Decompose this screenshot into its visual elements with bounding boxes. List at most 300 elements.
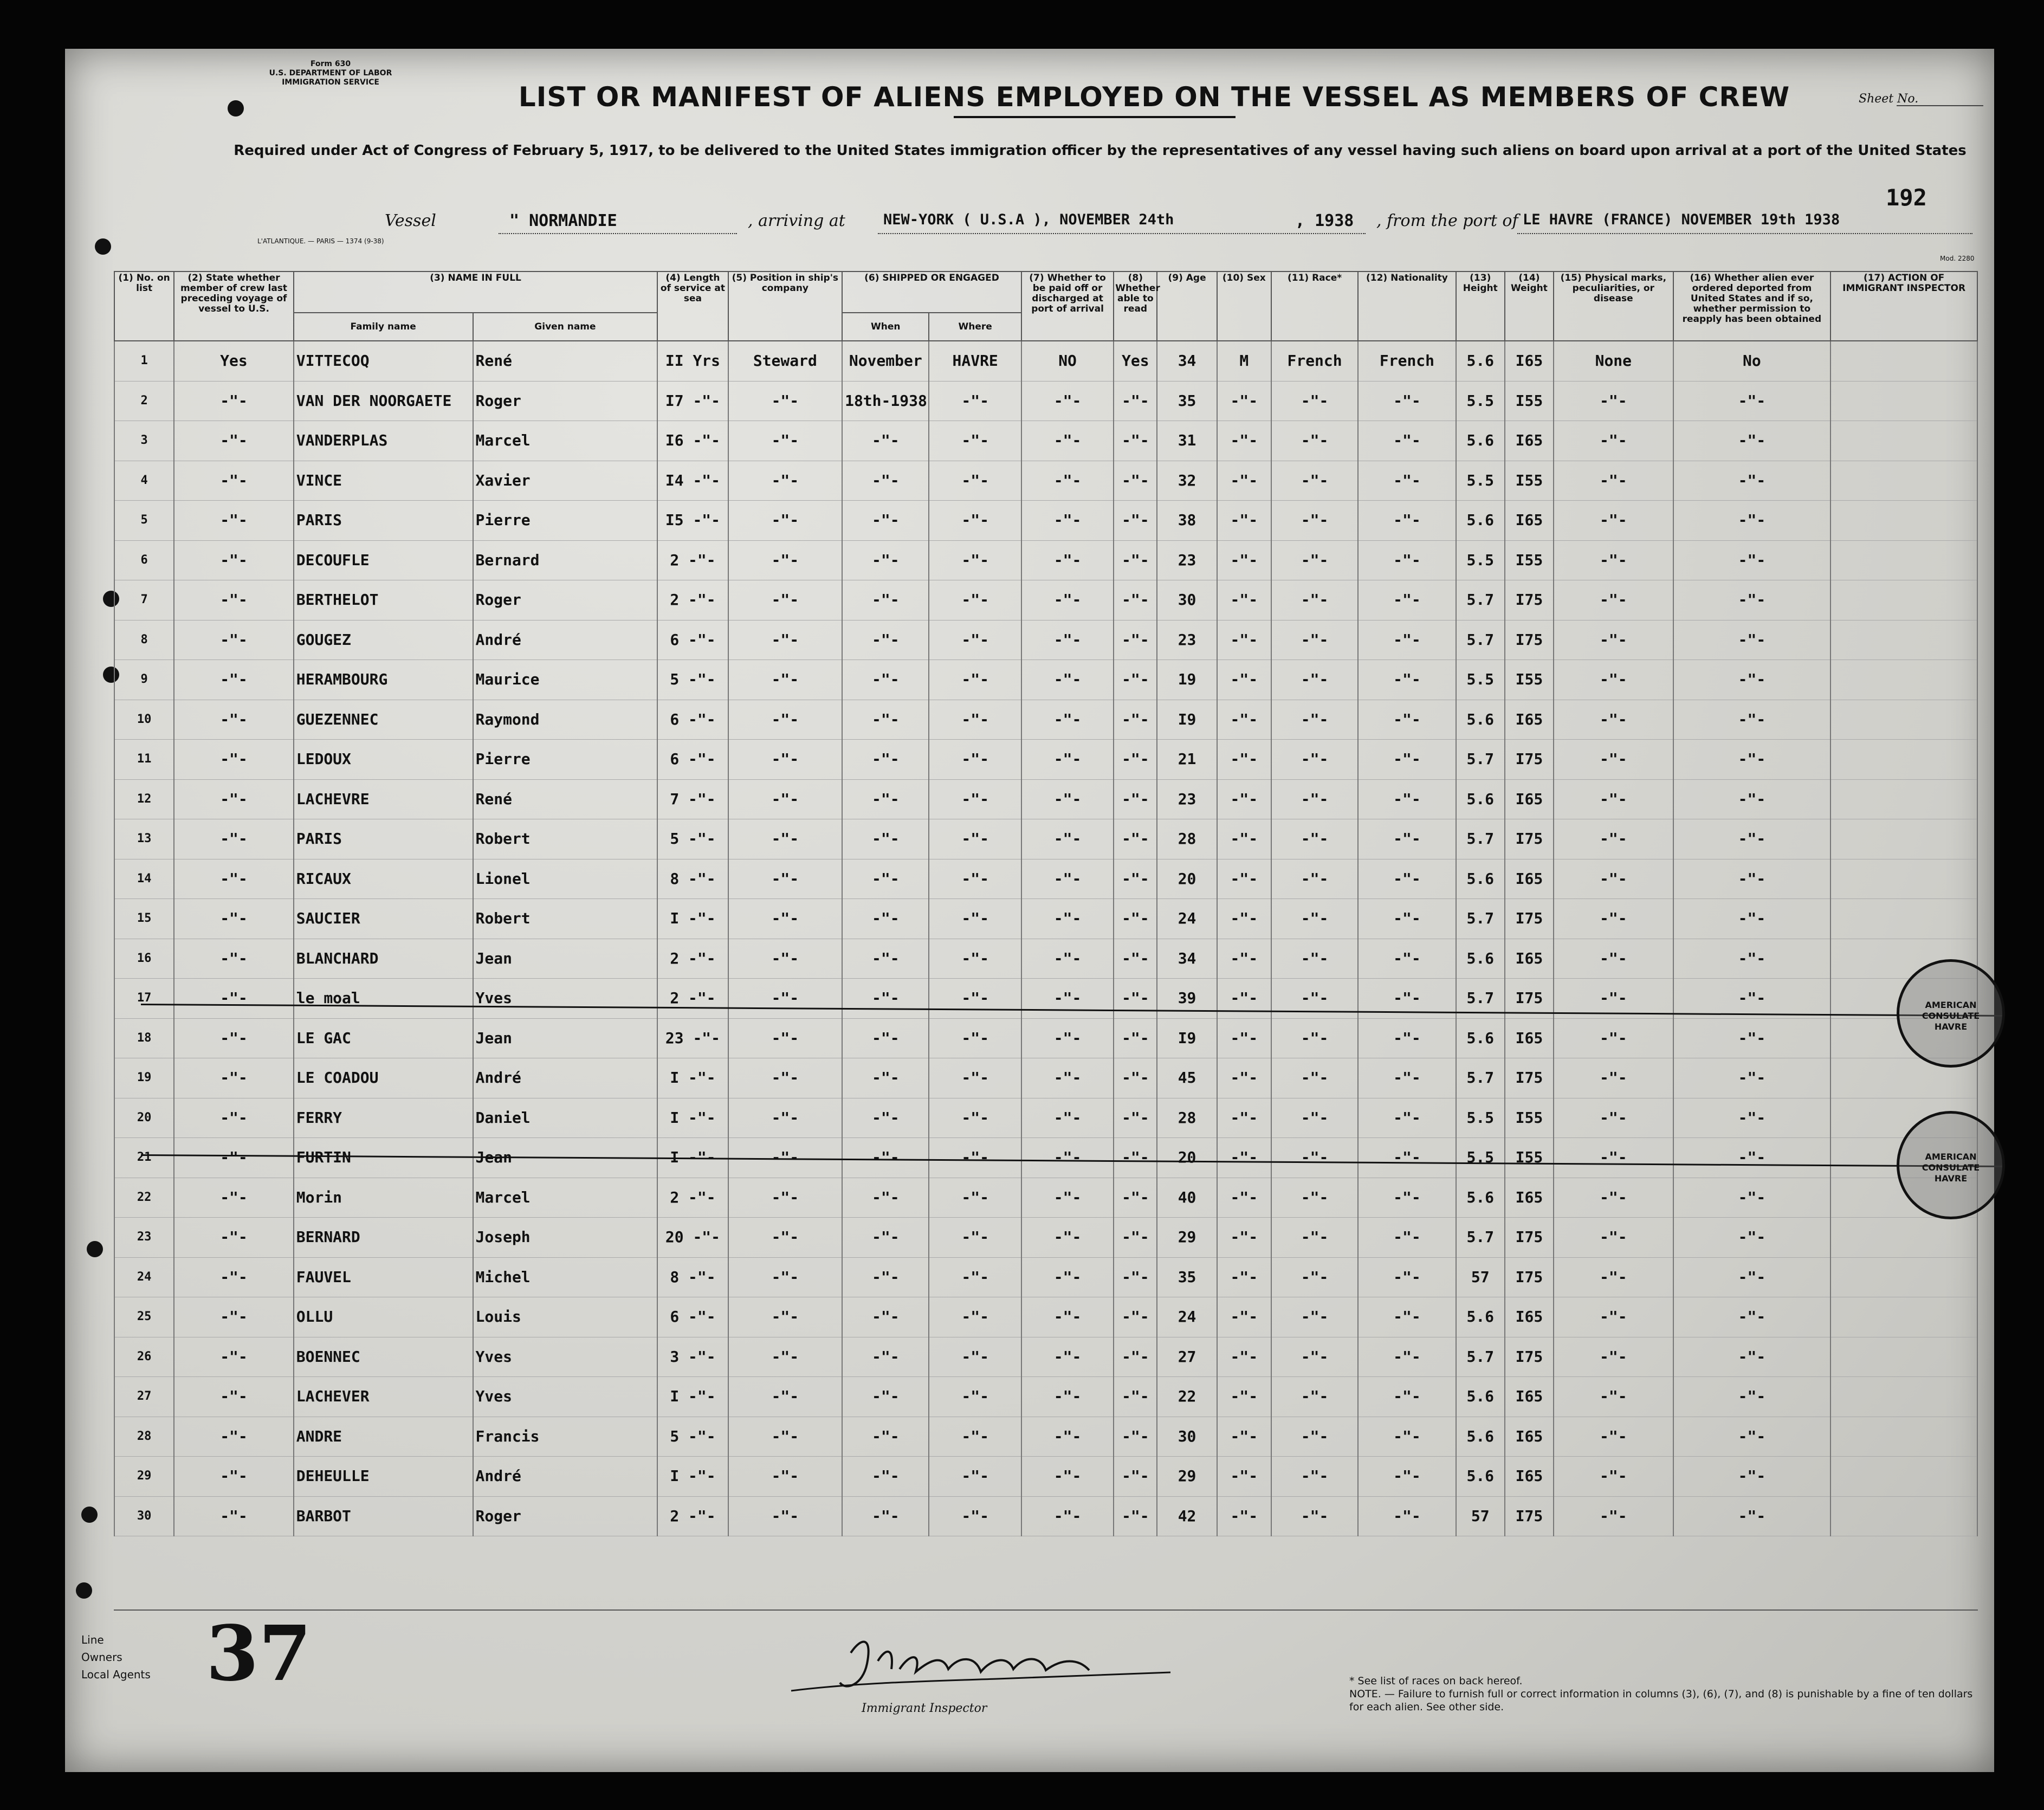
age-cell: 38: [1157, 501, 1217, 541]
previous-voyage-cell: -"-: [174, 899, 294, 939]
physical-marks-cell: -"-: [1554, 1496, 1673, 1536]
sex-cell: -"-: [1217, 939, 1271, 979]
paid-off-cell: -"-: [1021, 1058, 1114, 1098]
position-cell: -"-: [728, 1018, 842, 1058]
physical-marks-cell: -"-: [1554, 700, 1673, 740]
shipped-where-cell: -"-: [929, 461, 1021, 501]
previous-voyage-cell: -"-: [174, 740, 294, 780]
family-name-cell: BARBOT: [294, 1496, 473, 1536]
shipped-where-cell: -"-: [929, 620, 1021, 660]
service-length-cell: 20 -"-: [657, 1218, 728, 1258]
table-row: [114, 740, 1977, 780]
height-cell: 5.6: [1456, 779, 1505, 819]
given-name-cell: Robert: [473, 819, 658, 859]
previous-voyage-cell: -"-: [174, 979, 294, 1019]
service-length-cell: 2 -"-: [657, 1178, 728, 1218]
family-name-cell: LE GAC: [294, 1018, 473, 1058]
paid-off-cell: -"-: [1021, 1018, 1114, 1058]
inspector-action-cell: [1830, 580, 1977, 620]
col-header-paid-off: (7) Whether to be paid off or discharged at port of arrival: [1021, 272, 1114, 341]
paid-off-cell: -"-: [1021, 939, 1114, 979]
age-cell: 31: [1157, 421, 1217, 461]
nationality-cell: -"-: [1358, 700, 1456, 740]
race-cell: -"-: [1271, 1098, 1358, 1138]
col-header-where: Where: [929, 313, 1021, 341]
height-cell: 57: [1456, 1257, 1505, 1297]
shipped-when-cell: -"-: [842, 740, 929, 780]
previous-voyage-cell: -"-: [174, 421, 294, 461]
race-cell: -"-: [1271, 859, 1358, 899]
weight-cell: I75: [1505, 979, 1554, 1019]
age-cell: 30: [1157, 1417, 1217, 1457]
able-to-read-cell: -"-: [1114, 620, 1157, 660]
position-cell: -"-: [728, 381, 842, 421]
family-name-cell: VANDERPLAS: [294, 421, 473, 461]
previous-voyage-cell: -"-: [174, 1218, 294, 1258]
height-cell: 5.7: [1456, 1058, 1505, 1098]
shipped-where-cell: -"-: [929, 1218, 1021, 1258]
table-row: [114, 700, 1977, 740]
physical-marks-cell: None: [1554, 341, 1673, 381]
shipped-when-cell: -"-: [842, 1018, 929, 1058]
col-header-sex: (10) Sex: [1217, 272, 1271, 341]
sex-cell: -"-: [1217, 381, 1271, 421]
height-cell: 5.6: [1456, 421, 1505, 461]
race-cell: -"-: [1271, 1297, 1358, 1337]
able-to-read-cell: -"-: [1114, 1417, 1157, 1457]
family-name-cell: SAUCIER: [294, 899, 473, 939]
service-length-cell: 23 -"-: [657, 1018, 728, 1058]
sex-cell: -"-: [1217, 1337, 1271, 1377]
physical-marks-cell: -"-: [1554, 859, 1673, 899]
previous-voyage-cell: -"-: [174, 1098, 294, 1138]
physical-marks-cell: -"-: [1554, 1337, 1673, 1377]
race-cell: -"-: [1271, 1457, 1358, 1497]
paid-off-cell: -"-: [1021, 1417, 1114, 1457]
previous-voyage-cell: -"-: [174, 620, 294, 660]
crew-rows: [114, 341, 1977, 1536]
position-cell: -"-: [728, 580, 842, 620]
deported-cell: -"-: [1673, 461, 1831, 501]
sex-cell: -"-: [1217, 540, 1271, 580]
height-cell: 5.5: [1456, 540, 1505, 580]
shipped-where-cell: -"-: [929, 979, 1021, 1019]
deported-cell: -"-: [1673, 1138, 1831, 1178]
sex-cell: -"-: [1217, 1457, 1271, 1497]
paid-off-cell: -"-: [1021, 740, 1114, 780]
shipped-where-cell: -"-: [929, 660, 1021, 700]
physical-marks-cell: -"-: [1554, 381, 1673, 421]
previous-voyage-cell: -"-: [174, 1018, 294, 1058]
nationality-cell: -"-: [1358, 660, 1456, 700]
height-cell: 5.6: [1456, 859, 1505, 899]
given-name-cell: Pierre: [473, 740, 658, 780]
given-name-cell: André: [473, 1058, 658, 1098]
height-cell: 5.7: [1456, 899, 1505, 939]
position-cell: -"-: [728, 620, 842, 660]
height-cell: 5.6: [1456, 1417, 1505, 1457]
service-length-cell: 5 -"-: [657, 1417, 728, 1457]
family-name-cell: FURTIN: [294, 1138, 473, 1178]
paid-off-cell: -"-: [1021, 501, 1114, 541]
shipped-where-cell: -"-: [929, 501, 1021, 541]
height-cell: 5.7: [1456, 580, 1505, 620]
nationality-cell: -"-: [1358, 1058, 1456, 1098]
inspector-action-cell: [1830, 1417, 1977, 1457]
sex-cell: -"-: [1217, 461, 1271, 501]
sex-cell: -"-: [1217, 859, 1271, 899]
race-cell: -"-: [1271, 540, 1358, 580]
table-row: [114, 1098, 1977, 1138]
shipped-where-cell: -"-: [929, 1098, 1021, 1138]
shipped-when-cell: -"-: [842, 779, 929, 819]
signature-label: Immigrant Inspector: [862, 1702, 987, 1715]
age-cell: 34: [1157, 939, 1217, 979]
col-header-nationality: (12) Nationality: [1358, 272, 1456, 341]
deported-cell: -"-: [1673, 700, 1831, 740]
shipped-when-cell: -"-: [842, 1257, 929, 1297]
inspector-action-cell: [1830, 421, 1977, 461]
table-row: [114, 421, 1977, 461]
deported-cell: -"-: [1673, 381, 1831, 421]
row-number: 14: [114, 859, 174, 899]
service-length-cell: 3 -"-: [657, 1337, 728, 1377]
age-cell: 21: [1157, 740, 1217, 780]
able-to-read-cell: -"-: [1114, 1496, 1157, 1536]
sex-cell: -"-: [1217, 1178, 1271, 1218]
paid-off-cell: -"-: [1021, 461, 1114, 501]
given-name-cell: Yves: [473, 1377, 658, 1417]
position-cell: -"-: [728, 979, 842, 1019]
row-number: 3: [114, 421, 174, 461]
height-cell: 5.6: [1456, 939, 1505, 979]
able-to-read-cell: -"-: [1114, 660, 1157, 700]
height-cell: 5.7: [1456, 819, 1505, 859]
sex-cell: -"-: [1217, 819, 1271, 859]
previous-voyage-cell: -"-: [174, 381, 294, 421]
physical-marks-cell: -"-: [1554, 540, 1673, 580]
sex-cell: -"-: [1217, 421, 1271, 461]
given-name-cell: André: [473, 620, 658, 660]
physical-marks-cell: -"-: [1554, 501, 1673, 541]
previous-voyage-cell: -"-: [174, 580, 294, 620]
able-to-read-cell: -"-: [1114, 1018, 1157, 1058]
service-length-cell: I6 -"-: [657, 421, 728, 461]
arriving-label: , arriving at: [748, 211, 845, 230]
position-cell: -"-: [728, 899, 842, 939]
physical-marks-cell: -"-: [1554, 1257, 1673, 1297]
shipped-where-cell: -"-: [929, 1337, 1021, 1377]
height-cell: 5.7: [1456, 740, 1505, 780]
position-cell: -"-: [728, 700, 842, 740]
sex-cell: -"-: [1217, 1257, 1271, 1297]
row-number: 30: [114, 1496, 174, 1536]
table-row: [114, 1257, 1977, 1297]
weight-cell: I75: [1505, 580, 1554, 620]
table-row: [114, 899, 1977, 939]
shipped-where-cell: -"-: [929, 740, 1021, 780]
height-cell: 5.6: [1456, 1457, 1505, 1497]
vessel-name: " NORMANDIE: [509, 211, 617, 230]
service-length-cell: 2 -"-: [657, 939, 728, 979]
inspector-action-cell: [1830, 501, 1977, 541]
family-name-cell: VAN DER NOORGAETE: [294, 381, 473, 421]
able-to-read-cell: -"-: [1114, 381, 1157, 421]
sex-cell: -"-: [1217, 1138, 1271, 1178]
paid-off-cell: -"-: [1021, 580, 1114, 620]
weight-cell: I55: [1505, 540, 1554, 580]
weight-cell: I65: [1505, 1018, 1554, 1058]
shipped-when-cell: -"-: [842, 819, 929, 859]
document-title: LIST OR MANIFEST OF ALIENS EMPLOYED ON THE VESSEL AS MEMBERS OF CREW: [518, 81, 1790, 113]
crew-table: [114, 271, 1978, 1536]
physical-marks-cell: -"-: [1554, 580, 1673, 620]
inspector-action-cell: [1830, 740, 1977, 780]
shipped-where-cell: -"-: [929, 859, 1021, 899]
race-cell: -"-: [1271, 700, 1358, 740]
physical-marks-cell: -"-: [1554, 1138, 1673, 1178]
position-cell: -"-: [728, 540, 842, 580]
footer-labels: [81, 1631, 151, 1683]
paid-off-cell: -"-: [1021, 1138, 1114, 1178]
row-number: 26: [114, 1337, 174, 1377]
nationality-cell: -"-: [1358, 1178, 1456, 1218]
service-name: IMMIGRATION SERVICE: [282, 78, 379, 87]
deported-cell: -"-: [1673, 859, 1831, 899]
shipped-when-cell: -"-: [842, 899, 929, 939]
given-name-cell: André: [473, 1457, 658, 1497]
family-name-cell: BERTHELOT: [294, 580, 473, 620]
sex-cell: -"-: [1217, 620, 1271, 660]
race-cell: -"-: [1271, 501, 1358, 541]
inspector-action-cell: [1830, 1218, 1977, 1258]
family-name-cell: BLANCHARD: [294, 939, 473, 979]
physical-marks-cell: -"-: [1554, 819, 1673, 859]
arriving-dotline: [878, 233, 1366, 234]
inspector-action-cell: [1830, 1297, 1977, 1337]
family-name-cell: BERNARD: [294, 1218, 473, 1258]
paid-off-cell: -"-: [1021, 1297, 1114, 1337]
able-to-read-cell: -"-: [1114, 501, 1157, 541]
sex-cell: -"-: [1217, 700, 1271, 740]
position-cell: -"-: [728, 859, 842, 899]
nationality-cell: -"-: [1358, 381, 1456, 421]
family-name-cell: ANDRE: [294, 1417, 473, 1457]
shipped-when-cell: -"-: [842, 1178, 929, 1218]
age-cell: 34: [1157, 341, 1217, 381]
paid-off-cell: -"-: [1021, 421, 1114, 461]
inspector-signature: [769, 1631, 1181, 1702]
position-cell: -"-: [728, 461, 842, 501]
row-number: 11: [114, 740, 174, 780]
table-row: [114, 1496, 1977, 1536]
shipped-where-cell: -"-: [929, 1178, 1021, 1218]
model-label: Mod. 2280: [1940, 255, 1975, 262]
table-row: [114, 779, 1977, 819]
weight-cell: I75: [1505, 740, 1554, 780]
table-row: [114, 939, 1977, 979]
weight-cell: I55: [1505, 1138, 1554, 1178]
weight-cell: I65: [1505, 779, 1554, 819]
vessel-label: Vessel: [385, 211, 436, 230]
able-to-read-cell: -"-: [1114, 1257, 1157, 1297]
sex-cell: -"-: [1217, 899, 1271, 939]
table-row: [114, 1178, 1977, 1218]
handwritten-number: 37: [206, 1609, 312, 1698]
service-length-cell: 6 -"-: [657, 1297, 728, 1337]
row-number: 8: [114, 620, 174, 660]
weight-cell: I75: [1505, 1218, 1554, 1258]
family-name-cell: FAUVEL: [294, 1257, 473, 1297]
col-header-no: (1) No. on list: [114, 272, 174, 341]
given-name-cell: Bernard: [473, 540, 658, 580]
given-name-cell: Marcel: [473, 421, 658, 461]
footer-divider: [114, 1609, 1978, 1611]
weight-cell: I65: [1505, 421, 1554, 461]
service-length-cell: I7 -"-: [657, 381, 728, 421]
sex-cell: -"-: [1217, 779, 1271, 819]
age-cell: I9: [1157, 700, 1217, 740]
punch-hole: [76, 1582, 92, 1599]
service-length-cell: 2 -"-: [657, 580, 728, 620]
previous-voyage-cell: -"-: [174, 1377, 294, 1417]
col-header-read: (8) Whether able to read: [1114, 272, 1157, 341]
family-name-cell: LE COADOU: [294, 1058, 473, 1098]
age-cell: 29: [1157, 1457, 1217, 1497]
table-row: [114, 540, 1977, 580]
age-cell: 23: [1157, 540, 1217, 580]
table-row: [114, 501, 1977, 541]
row-number: 23: [114, 1218, 174, 1258]
weight-cell: I65: [1505, 1377, 1554, 1417]
consulate-stamp: [1897, 959, 2005, 1068]
table-row: [114, 1138, 1977, 1178]
age-cell: 28: [1157, 819, 1217, 859]
given-name-cell: Louis: [473, 1297, 658, 1337]
table-row: [114, 620, 1977, 660]
able-to-read-cell: -"-: [1114, 1178, 1157, 1218]
deported-cell: -"-: [1673, 1018, 1831, 1058]
able-to-read-cell: -"-: [1114, 939, 1157, 979]
able-to-read-cell: -"-: [1114, 700, 1157, 740]
race-cell: -"-: [1271, 1138, 1358, 1178]
col-header-weight: (14) Weight: [1505, 272, 1554, 341]
position-cell: Steward: [728, 341, 842, 381]
able-to-read-cell: -"-: [1114, 979, 1157, 1019]
from-port-label: , from the port of: [1376, 211, 1518, 230]
service-length-cell: 6 -"-: [657, 620, 728, 660]
inspector-action-cell: [1830, 540, 1977, 580]
shipped-where-cell: -"-: [929, 1257, 1021, 1297]
paid-off-cell: -"-: [1021, 1337, 1114, 1377]
height-cell: 5.5: [1456, 1138, 1505, 1178]
race-cell: -"-: [1271, 899, 1358, 939]
service-length-cell: I -"-: [657, 1058, 728, 1098]
deported-cell: -"-: [1673, 1377, 1831, 1417]
family-name-cell: BOENNEC: [294, 1337, 473, 1377]
weight-cell: I75: [1505, 819, 1554, 859]
sex-cell: -"-: [1217, 1058, 1271, 1098]
physical-marks-cell: -"-: [1554, 1297, 1673, 1337]
row-number: 10: [114, 700, 174, 740]
nationality-cell: -"-: [1358, 1337, 1456, 1377]
position-cell: -"-: [728, 740, 842, 780]
deported-cell: -"-: [1673, 660, 1831, 700]
given-name-cell: Maurice: [473, 660, 658, 700]
table-row: [114, 580, 1977, 620]
shipped-where-cell: -"-: [929, 899, 1021, 939]
paid-off-cell: -"-: [1021, 540, 1114, 580]
shipped-where-cell: -"-: [929, 700, 1021, 740]
nationality-cell: -"-: [1358, 620, 1456, 660]
inspector-action-cell: [1830, 660, 1977, 700]
weight-cell: I55: [1505, 461, 1554, 501]
previous-voyage-cell: -"-: [174, 700, 294, 740]
weight-cell: I65: [1505, 700, 1554, 740]
age-cell: 20: [1157, 1138, 1217, 1178]
deported-cell: -"-: [1673, 540, 1831, 580]
shipped-where-cell: -"-: [929, 381, 1021, 421]
able-to-read-cell: -"-: [1114, 1297, 1157, 1337]
race-cell: -"-: [1271, 1178, 1358, 1218]
given-name-cell: Robert: [473, 899, 658, 939]
inspector-action-cell: [1830, 1496, 1977, 1536]
title-underline: [954, 116, 1236, 118]
sex-cell: -"-: [1217, 1377, 1271, 1417]
row-number: 21: [114, 1138, 174, 1178]
nationality-cell: -"-: [1358, 899, 1456, 939]
age-cell: 19: [1157, 660, 1217, 700]
table-row: [114, 1058, 1977, 1098]
row-number: 15: [114, 899, 174, 939]
printer-line: L'ATLANTIQUE. — PARIS — 1374 (9-38): [257, 237, 384, 245]
table-row: [114, 1297, 1977, 1337]
shipped-when-cell: -"-: [842, 501, 929, 541]
race-cell: -"-: [1271, 1018, 1358, 1058]
row-number: 29: [114, 1457, 174, 1497]
age-cell: 39: [1157, 979, 1217, 1019]
age-cell: 27: [1157, 1337, 1217, 1377]
owners-label: Owners: [81, 1651, 122, 1664]
physical-marks-cell: -"-: [1554, 779, 1673, 819]
family-name-cell: OLLU: [294, 1297, 473, 1337]
inspector-action-cell: [1830, 819, 1977, 859]
table-row: [114, 979, 1977, 1019]
row-number: 22: [114, 1178, 174, 1218]
sex-cell: -"-: [1217, 580, 1271, 620]
given-name-cell: Raymond: [473, 700, 658, 740]
row-number: 2: [114, 381, 174, 421]
given-name-cell: Roger: [473, 580, 658, 620]
position-cell: -"-: [728, 1457, 842, 1497]
race-cell: -"-: [1271, 979, 1358, 1019]
row-number: 12: [114, 779, 174, 819]
service-length-cell: 5 -"-: [657, 819, 728, 859]
shipped-when-cell: -"-: [842, 620, 929, 660]
family-name-cell: PARIS: [294, 819, 473, 859]
service-length-cell: II Yrs: [657, 341, 728, 381]
previous-voyage-cell: -"-: [174, 1138, 294, 1178]
position-cell: -"-: [728, 421, 842, 461]
sex-cell: -"-: [1217, 1496, 1271, 1536]
paid-off-cell: -"-: [1021, 381, 1114, 421]
shipped-when-cell: -"-: [842, 859, 929, 899]
deported-cell: -"-: [1673, 1457, 1831, 1497]
col-header-race: (11) Race*: [1271, 272, 1358, 341]
weight-cell: I75: [1505, 1257, 1554, 1297]
service-length-cell: 5 -"-: [657, 660, 728, 700]
shipped-when-cell: -"-: [842, 1058, 929, 1098]
